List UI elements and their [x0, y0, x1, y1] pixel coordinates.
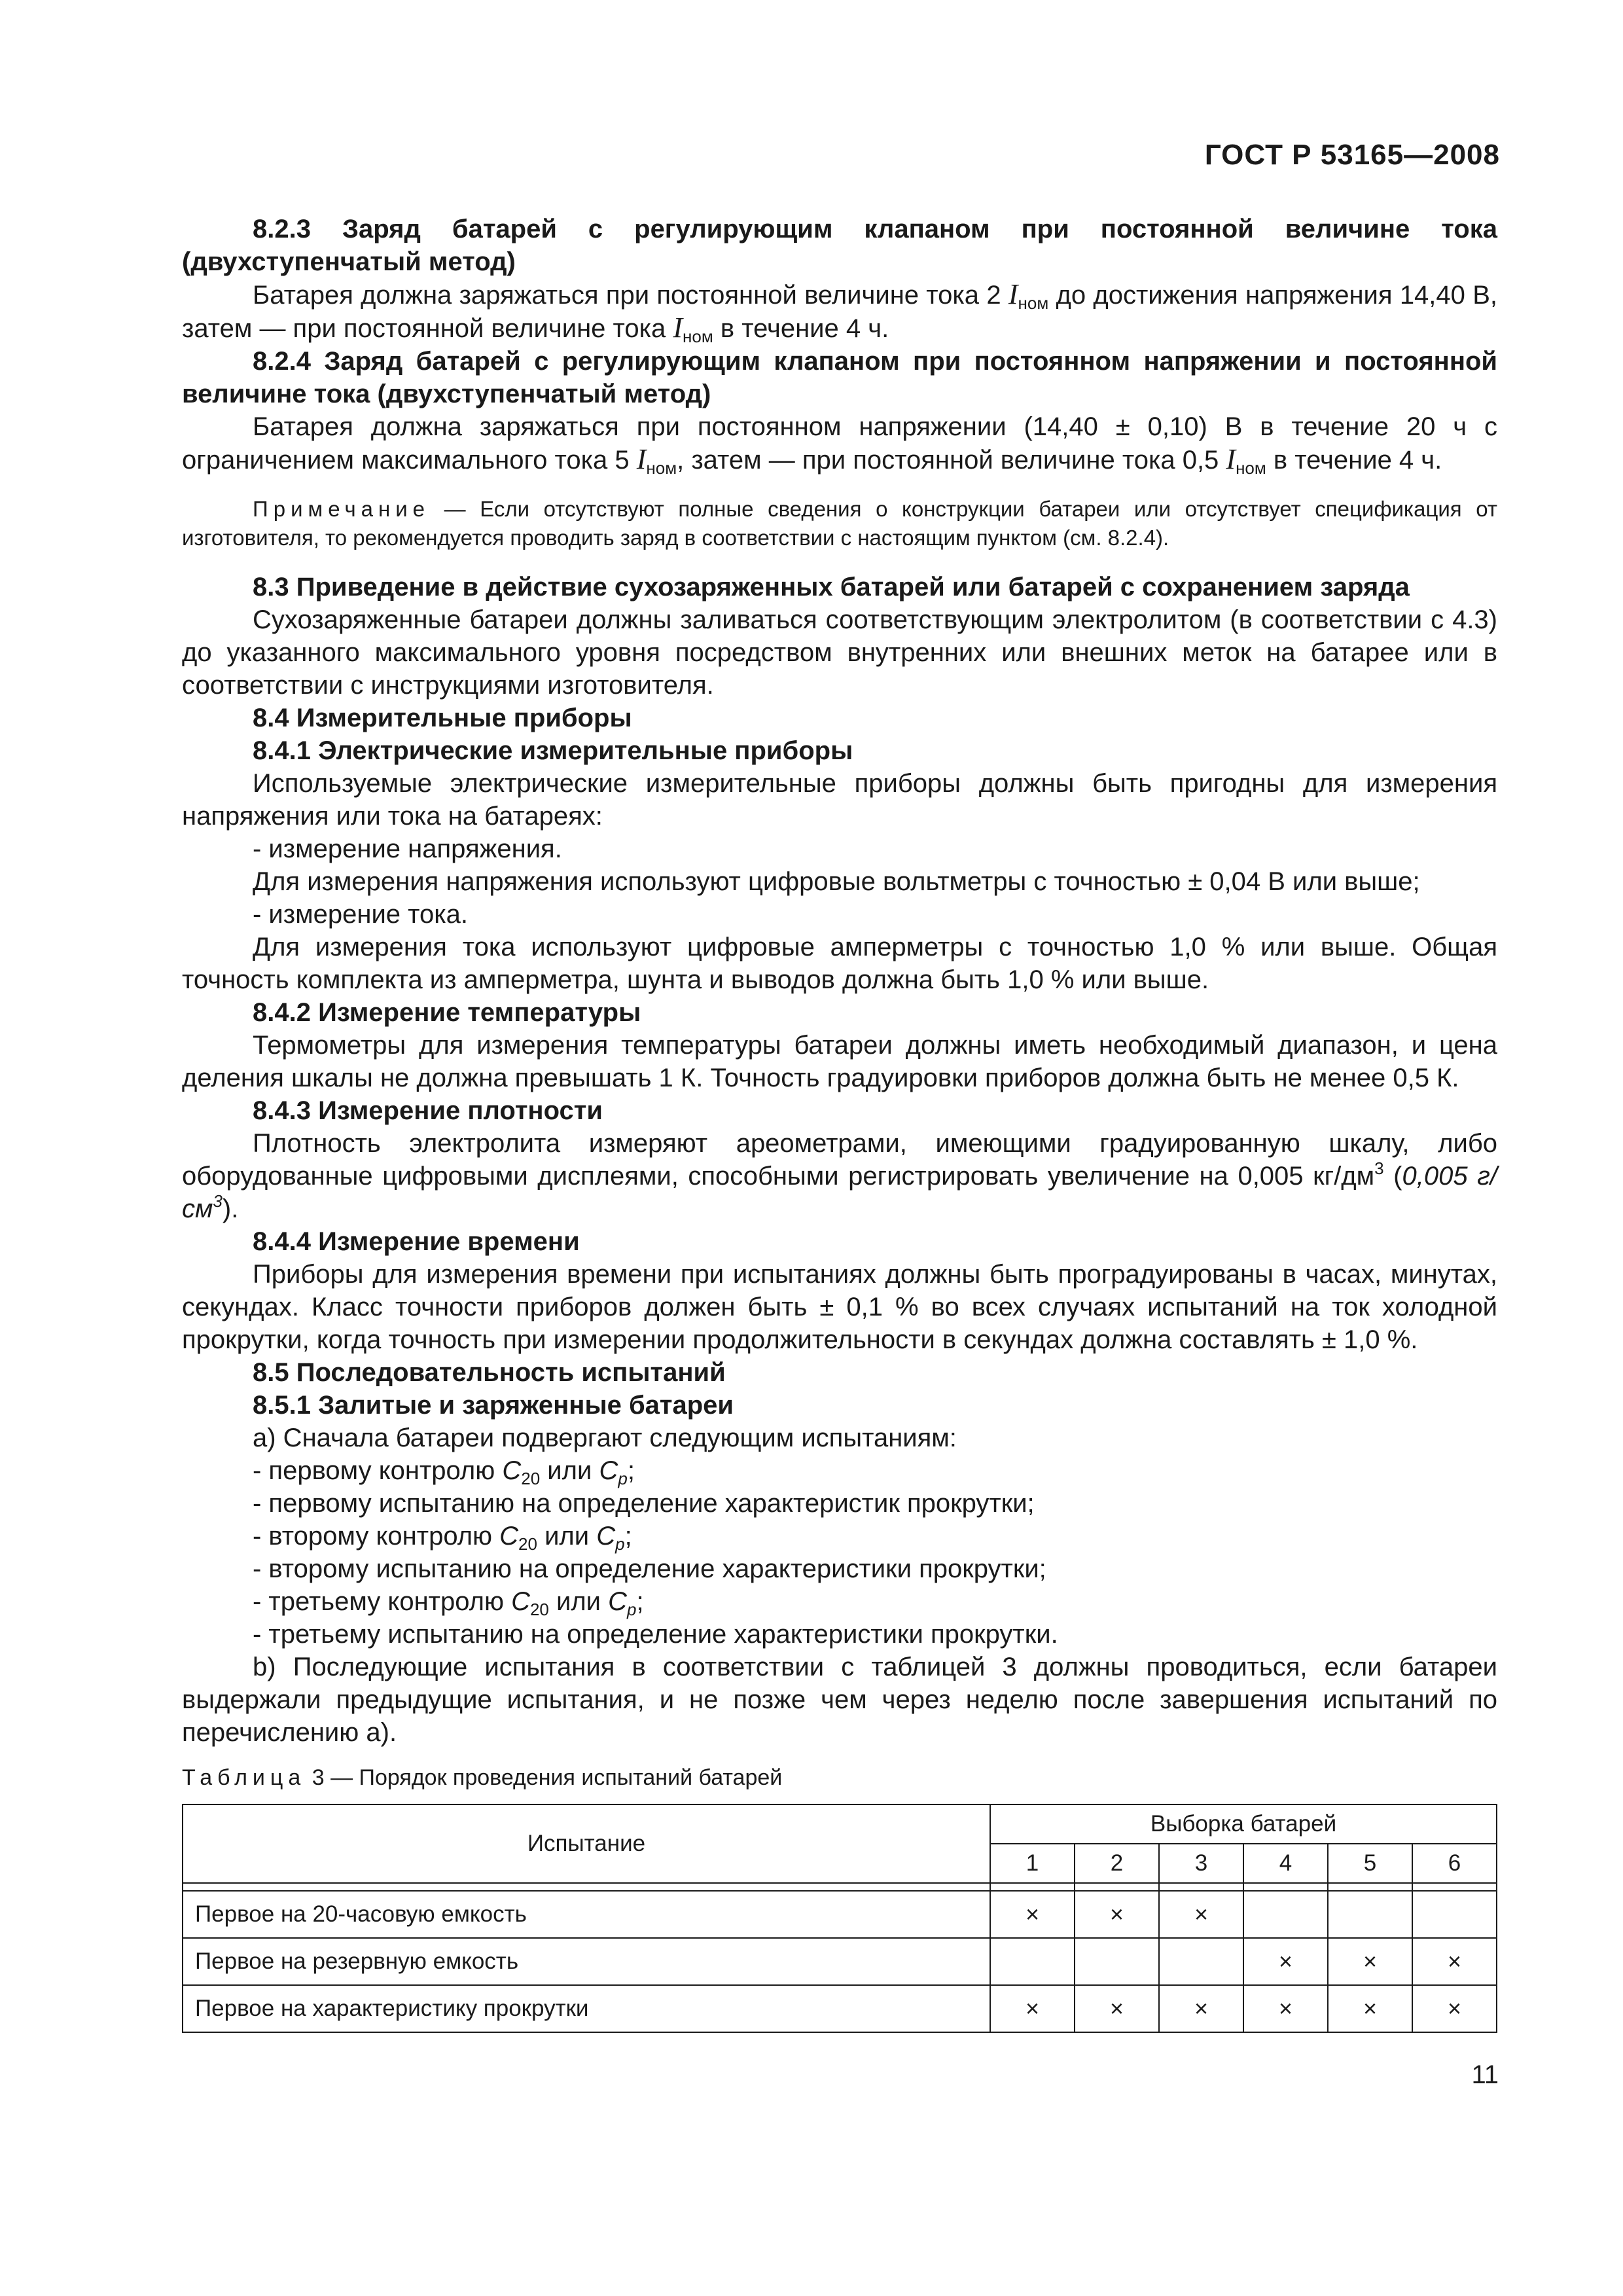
cross-mark: × — [1328, 1985, 1412, 2032]
section-8-2-3-text: Батарея должна заряжаться при постоянной величине тока 2 $I_{ном}$ до достижения напряжения 14,40 В, затем — при постоянной величине тока $I_{ном}$ в течение 4 ч. — [182, 278, 1497, 346]
list-item-voltage: - измерение напряжения. — [253, 834, 562, 863]
section-8-5-heading: 8.5 Последовательность испытаний — [253, 1358, 726, 1387]
list-item-second-cranking: - второму испытанию на определение характеристики прокрутки; — [253, 1554, 1046, 1583]
section-8-5-1-intro: а) Сначала батареи подвергают следующим испытаниям: — [253, 1424, 957, 1452]
section-8-4-2-heading: 8.4.2 Измерение температуры — [253, 998, 641, 1027]
empty-cell — [1075, 1938, 1159, 1985]
cross-mark: × — [1075, 1985, 1159, 2032]
test-order-table — [182, 1804, 1497, 2033]
section-8-4-1-heading: 8.4.1 Электрические измерительные приборы — [253, 736, 853, 765]
document-body — [182, 213, 1497, 2033]
empty-cell — [1159, 1938, 1243, 1985]
section-8-4-1-text-2: Для измерения напряжения используют цифровые вольтметры с точностью ± 0,04 В или выше; — [253, 867, 1420, 896]
list-item-first-control: - первому контролю $C_{20}$ или $C_p$; — [253, 1456, 635, 1488]
empty-cell — [1243, 1891, 1328, 1938]
section-8-4-1-text-3: Для измерения тока используют цифровые амперметры с точностью 1,0 % или выше. Общая точность комплекта из амперметра, шунта и выводов должна быть 1,0 % или выше. — [182, 933, 1497, 994]
cross-mark: × — [990, 1891, 1075, 1938]
table-spacer-cell — [1159, 1883, 1243, 1891]
section-8-2-4-text: Батарея должна заряжаться при постоянном напряжении (14,40 ± 0,10) В в течение 20 ч с ограничением максимального тока 5 $I_{ном}$, затем — при постоянной величине тока 0,5 $I_{ном}$ в течение 4 ч. — [182, 412, 1497, 478]
table-row-label: Первое на характеристику прокрутки — [183, 1985, 990, 2032]
cross-mark: × — [1159, 1891, 1243, 1938]
table-row — [183, 1938, 1497, 1985]
table-spacer-row — [183, 1883, 1497, 1891]
document-id-header: ГОСТ Р 53165—2008 — [1204, 139, 1500, 171]
section-8-4-3-text: Плотность электролита измеряют ареометрами, имеющими градуированную шкалу, либо оборудованные цифровыми дисплеями, способными регистрировать увеличение на 0,005 $кг/дм^3$ (0,005 $г/см^3$). — [182, 1129, 1497, 1223]
list-item-third-control: - третьему контролю $C_{20}$ или $C_p$; — [253, 1587, 644, 1619]
table-row — [183, 1891, 1497, 1938]
table-caption: Таблица 3 — Порядок проведения испытаний батарей — [182, 1765, 783, 1790]
page-number: 11 — [1471, 2060, 1499, 2089]
section-8-3-heading: 8.3 Приведение в действие сухозаряженных батарей или батарей с сохранением заряда — [253, 573, 1410, 601]
section-8-5-1-heading: 8.5.1 Залитые и заряженные батареи — [253, 1391, 734, 1420]
cross-mark: × — [1328, 1938, 1412, 1985]
section-8-4-3-heading: 8.4.3 Измерение плотности — [253, 1096, 603, 1125]
section-8-2-4-heading: 8.2.4 Заряд батарей с регулирующим клапаном при постоянном напряжении и постоянной величине тока (двухступенчатый метод) — [182, 347, 1497, 408]
table-header-sample-2: 2 — [1075, 1844, 1159, 1883]
table-row-label: Первое на 20-часовую емкость — [183, 1891, 990, 1938]
table-row — [183, 1985, 1497, 2032]
cross-mark: × — [1412, 1985, 1497, 2032]
table-header-sample-6: 6 — [1412, 1844, 1497, 1883]
section-8-4-heading: 8.4 Измерительные приборы — [253, 704, 632, 732]
cross-mark: × — [1243, 1938, 1328, 1985]
table-header-test: Испытание — [183, 1804, 990, 1883]
cross-mark: × — [1412, 1938, 1497, 1985]
table-header-sample-1: 1 — [990, 1844, 1075, 1883]
empty-cell — [1412, 1891, 1497, 1938]
table-row-label: Первое на резервную емкость — [183, 1938, 990, 1985]
section-8-5-1-b-text: b) Последующие испытания в соответствии с таблицей 3 должны проводиться, если батареи выдержали предыдущие испытания, и не позже чем через неделю после завершения испытаний по перечислению а). — [182, 1653, 1497, 1747]
section-8-3-text: Сухозаряженные батареи должны заливаться соответствующим электролитом (в соответствии с 4.3) до указанного максимального уровня посредством внутренних или внешних меток на батарее или в соответствии с инструкциями изготовителя. — [182, 605, 1497, 700]
table-spacer-cell — [183, 1883, 990, 1891]
section-8-4-4-text: Приборы для измерения времени при испытаниях должны быть проградуированы в часах, минутах, секундах. Класс точности приборов должен быть ± 0,1 % во всех случаях испытаний на ток холодной прокрутки, когда точность при измерении продолжительности в секундах должна составлять ± 1,0 %. — [182, 1260, 1497, 1354]
table-spacer-cell — [1243, 1883, 1328, 1891]
list-item-first-cranking: - первому испытанию на определение характеристик прокрутки; — [253, 1489, 1035, 1518]
table-spacer-cell — [1328, 1883, 1412, 1891]
section-8-4-2-text: Термометры для измерения температуры батареи должны иметь необходимый диапазон, и цена деления шкалы не должна превышать 1 К. Точность градуировки приборов должна быть не менее 0,5 К. — [182, 1031, 1497, 1092]
empty-cell — [1328, 1891, 1412, 1938]
list-item-current: - измерение тока. — [253, 900, 469, 929]
cross-mark: × — [990, 1985, 1075, 2032]
empty-cell — [990, 1938, 1075, 1985]
table-header-sample-4: 4 — [1243, 1844, 1328, 1883]
section-8-2-3-heading: 8.2.3 Заряд батарей с регулирующим клапаном при постоянной величине тока (двухступенчатый метод) — [182, 215, 1497, 276]
note-paragraph: Примечание — Если отсутствуют полные сведения о конструкции батареи или отсутствует спецификация от изготовителя, то рекомендуется проводить заряд в соответствии с настоящим пунктом (см. 8.2.4). — [182, 497, 1497, 550]
list-item-second-control: - второму контролю $C_{20}$ или $C_p$; — [253, 1522, 632, 1554]
table-spacer-cell — [990, 1883, 1075, 1891]
table-header-sample-3: 3 — [1159, 1844, 1243, 1883]
table-header-sample-5: 5 — [1328, 1844, 1412, 1883]
table-spacer-cell — [1075, 1883, 1159, 1891]
cross-mark: × — [1243, 1985, 1328, 2032]
table-spacer-cell — [1412, 1883, 1497, 1891]
note-label: Примечание — [253, 497, 431, 521]
cross-mark: × — [1159, 1985, 1243, 2032]
list-item-third-cranking: - третьему испытанию на определение характеристики прокрутки. — [253, 1620, 1058, 1649]
section-8-4-1-text-1: Используемые электрические измерительные приборы должны быть пригодны для измерения напряжения или тока на батареях: — [182, 769, 1497, 831]
section-8-4-4-heading: 8.4.4 Измерение времени — [253, 1227, 580, 1256]
cross-mark: × — [1075, 1891, 1159, 1938]
table-header-sample-group: Выборка батарей — [990, 1804, 1497, 1844]
